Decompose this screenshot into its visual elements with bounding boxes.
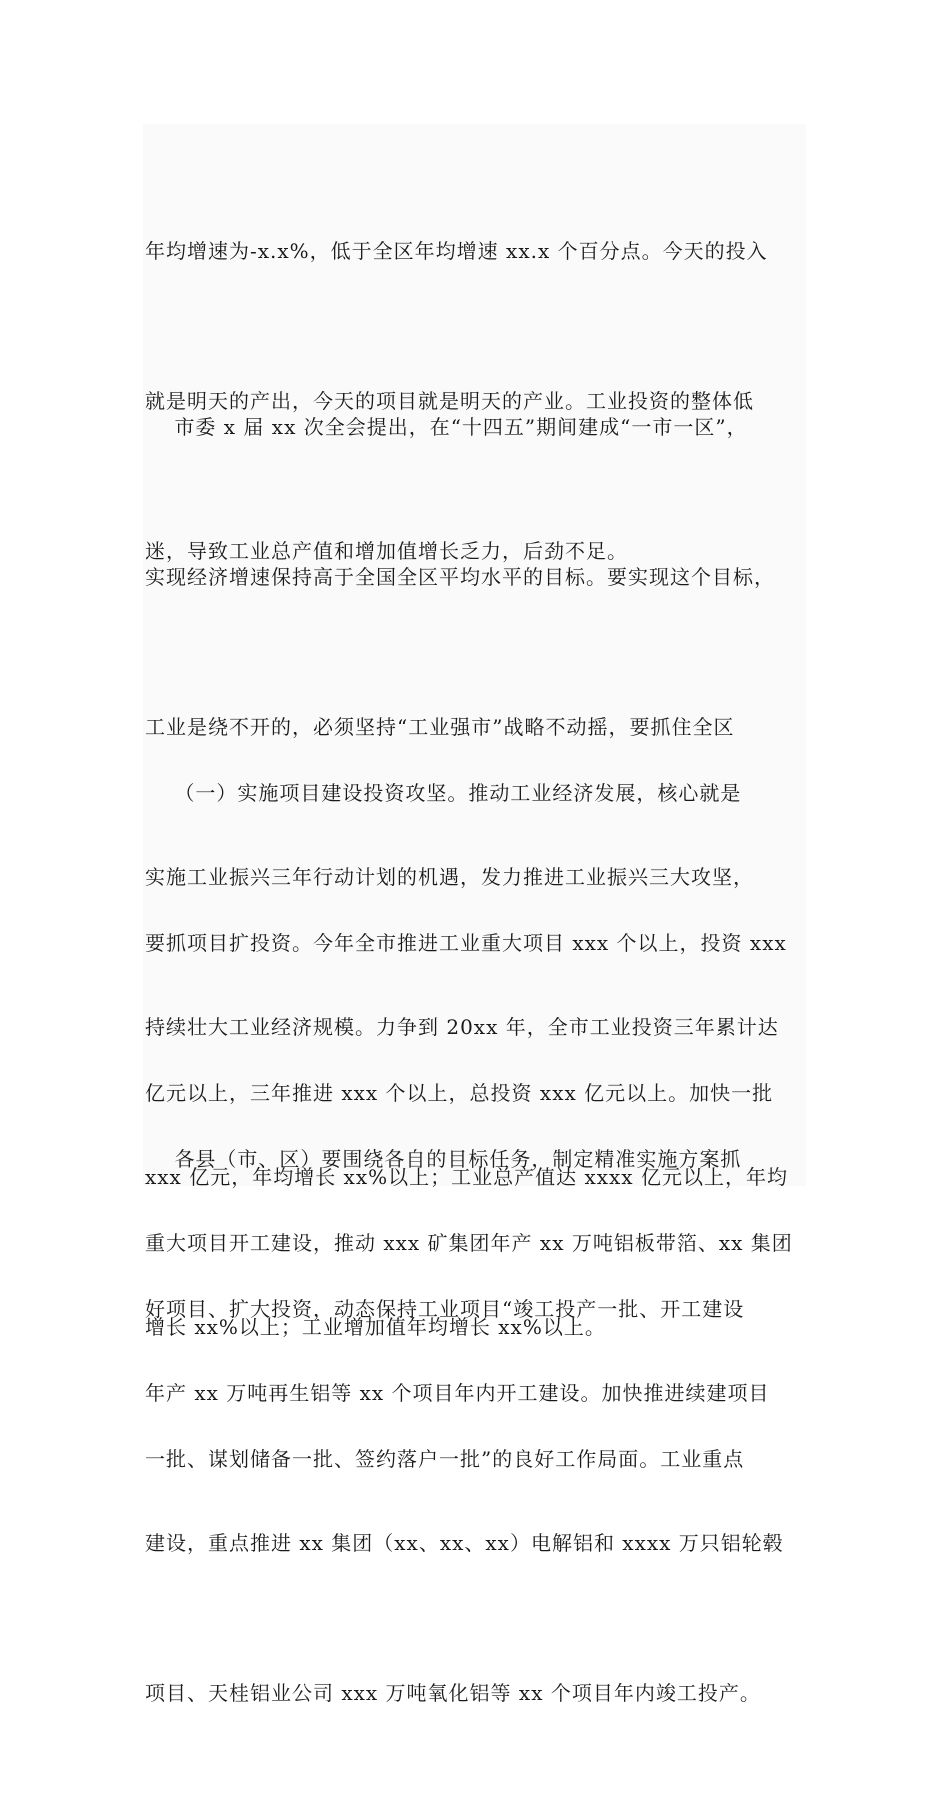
- text-line: 亿元以上，三年推进 xxx 个以上，总投资 xxx 亿元以上。加快一批: [145, 1081, 774, 1105]
- text-line: 各县（市、区）要围绕各自的目标任务，制定精准实施方案抓: [145, 1147, 742, 1171]
- text-line: 一批、谋划储备一批、签约落户一批”的良好工作局面。工业重点: [145, 1447, 745, 1471]
- text-line: 年均增速为-x.x%，低于全区年均增速 xx.x 个百分点。今天的投入: [145, 239, 768, 263]
- text-line: 就是明天的产出，今天的项目就是明天的产业。工业投资的整体低: [145, 389, 754, 413]
- text-line: 市委 x 届 xx 次全会提出，在“十四五”期间建成“一市一区”，: [145, 415, 748, 439]
- text-line: 实现经济增速保持高于全国全区平均水平的目标。要实现这个目标，: [145, 565, 775, 589]
- text-line: 项目、天桂铝业公司 xxx 万吨氧化铝等 xx 个项目年内竣工投产。: [145, 1681, 761, 1705]
- text-line: 好项目、扩大投资，动态保持工业项目“竣工投产一批、开工建设: [145, 1297, 745, 1321]
- text-line: 建设，重点推进 xx 集团（xx、xx、xx）电解铝和 xxxx 万只铝轮毂: [145, 1531, 784, 1555]
- text-line: 迷，导致工业总产值和增加值增长乏力，后劲不足。: [145, 539, 628, 563]
- text-line: 实施工业振兴三年行动计划的机遇，发力推进工业振兴三大攻坚，: [145, 865, 754, 889]
- paragraph-4: [145, 1034, 807, 1584]
- text-line: 要抓项目扩投资。今年全市推进工业重大项目 xxx 个以上，投资 xxx: [145, 931, 787, 955]
- text-line: （一）实施项目建设投资攻坚。推动工业经济发展，核心就是: [145, 781, 742, 805]
- text-line: xxx 亿元，年均增长 xx%以上；工业总产值达 xxxx 亿元以上，年均: [145, 1165, 788, 1189]
- text-line: 工业是绕不开的，必须坚持“工业强市”战略不动摇，要抓住全区: [145, 715, 735, 739]
- document-page: [143, 124, 806, 1705]
- text-line: 年产 xx 万吨再生铝等 xx 个项目年内开工建设。加快推进续建项目: [145, 1381, 770, 1405]
- text-line: 持续壮大工业经济规模。力争到 20xx 年，全市工业投资三年累计达: [145, 1015, 779, 1039]
- text-line: 增长 xx%以上；工业增加值年均增长 xx%以上。: [145, 1315, 606, 1339]
- text-line: 重大项目开工建设，推动 xxx 矿集团年产 xx 万吨铝板带箔、xx 集团: [145, 1231, 793, 1255]
